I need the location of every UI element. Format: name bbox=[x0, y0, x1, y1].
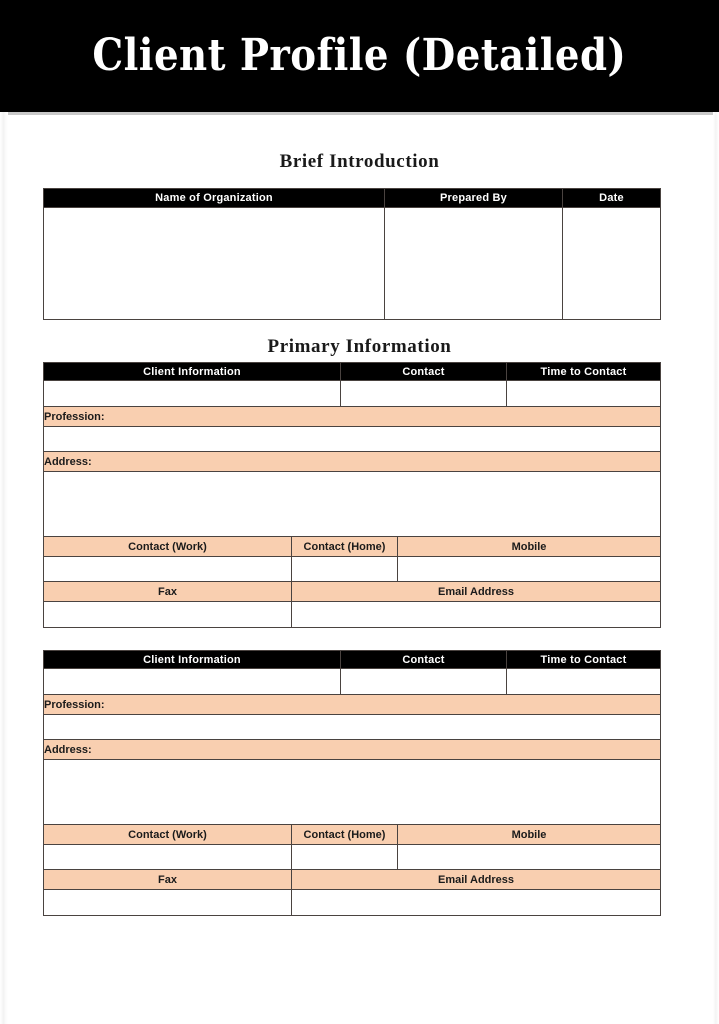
label-contact-work: Contact (Work) bbox=[44, 537, 292, 557]
field-profession[interactable] bbox=[44, 715, 661, 740]
label-address: Address: bbox=[44, 740, 661, 760]
field-address[interactable] bbox=[44, 760, 661, 825]
title-banner bbox=[0, 0, 719, 112]
section-heading-primary-information: Primary Information bbox=[267, 336, 452, 357]
field-contact[interactable] bbox=[341, 669, 507, 695]
field-contact-work[interactable] bbox=[44, 845, 292, 870]
field-contact-home[interactable] bbox=[292, 845, 398, 870]
table-row bbox=[44, 870, 661, 890]
field-mobile[interactable] bbox=[398, 557, 661, 582]
field-fax[interactable] bbox=[44, 890, 292, 916]
table-row bbox=[44, 715, 661, 740]
field-date[interactable] bbox=[563, 208, 661, 320]
table-row bbox=[44, 363, 661, 381]
table-row bbox=[44, 407, 661, 427]
label-contact-home: Contact (Home) bbox=[292, 825, 398, 845]
table-row bbox=[44, 582, 661, 602]
table-row bbox=[44, 472, 661, 537]
section-heading-brief-introduction: Brief Introduction bbox=[279, 151, 440, 172]
table-row bbox=[44, 695, 661, 715]
label-email-address: Email Address bbox=[292, 582, 661, 602]
label-profession: Profession: bbox=[44, 695, 661, 715]
table-row bbox=[44, 740, 661, 760]
page-title: Client Profile (Detailed) bbox=[92, 30, 627, 81]
table-row bbox=[44, 427, 661, 452]
field-prepared-by[interactable] bbox=[385, 208, 563, 320]
field-name-of-organization[interactable] bbox=[44, 208, 385, 320]
table-row bbox=[44, 845, 661, 870]
label-mobile: Mobile bbox=[398, 825, 661, 845]
column-header-client-information: Client Information bbox=[44, 651, 341, 669]
label-email-address: Email Address bbox=[292, 870, 661, 890]
field-address[interactable] bbox=[44, 472, 661, 537]
column-header-name-of-organization: Name of Organization bbox=[44, 189, 385, 208]
column-header-time-to-contact: Time to Contact bbox=[507, 363, 661, 381]
field-contact-home[interactable] bbox=[292, 557, 398, 582]
column-header-date: Date bbox=[563, 189, 661, 208]
table-row bbox=[44, 825, 661, 845]
column-header-client-information: Client Information bbox=[44, 363, 341, 381]
column-header-time-to-contact: Time to Contact bbox=[507, 651, 661, 669]
table-row bbox=[44, 651, 661, 669]
brief-introduction-table bbox=[43, 188, 661, 320]
field-client-information[interactable] bbox=[44, 669, 341, 695]
field-mobile[interactable] bbox=[398, 845, 661, 870]
field-email-address[interactable] bbox=[292, 602, 661, 628]
field-contact[interactable] bbox=[341, 381, 507, 407]
page-edge-left bbox=[0, 112, 8, 1024]
field-fax[interactable] bbox=[44, 602, 292, 628]
label-fax: Fax bbox=[44, 870, 292, 890]
table-row bbox=[44, 890, 661, 916]
label-contact-home: Contact (Home) bbox=[292, 537, 398, 557]
field-profession[interactable] bbox=[44, 427, 661, 452]
table-row bbox=[44, 760, 661, 825]
label-contact-work: Contact (Work) bbox=[44, 825, 292, 845]
column-header-prepared-by: Prepared By bbox=[385, 189, 563, 208]
table-row bbox=[44, 452, 661, 472]
field-time-to-contact[interactable] bbox=[507, 669, 661, 695]
table-row bbox=[44, 669, 661, 695]
table-row bbox=[44, 557, 661, 582]
field-email-address[interactable] bbox=[292, 890, 661, 916]
page-edge-right bbox=[713, 112, 719, 1024]
column-header-contact: Contact bbox=[341, 363, 507, 381]
table-row bbox=[44, 602, 661, 628]
primary-information-block-2 bbox=[43, 650, 661, 916]
table-row bbox=[44, 208, 661, 320]
label-address: Address: bbox=[44, 452, 661, 472]
label-mobile: Mobile bbox=[398, 537, 661, 557]
field-time-to-contact[interactable] bbox=[507, 381, 661, 407]
column-header-contact: Contact bbox=[341, 651, 507, 669]
table-row bbox=[44, 537, 661, 557]
label-profession: Profession: bbox=[44, 407, 661, 427]
label-fax: Fax bbox=[44, 582, 292, 602]
field-contact-work[interactable] bbox=[44, 557, 292, 582]
table-row bbox=[44, 381, 661, 407]
banner-divider bbox=[0, 112, 719, 115]
table-row bbox=[44, 189, 661, 208]
primary-information-block-1 bbox=[43, 362, 661, 628]
field-client-information[interactable] bbox=[44, 381, 341, 407]
